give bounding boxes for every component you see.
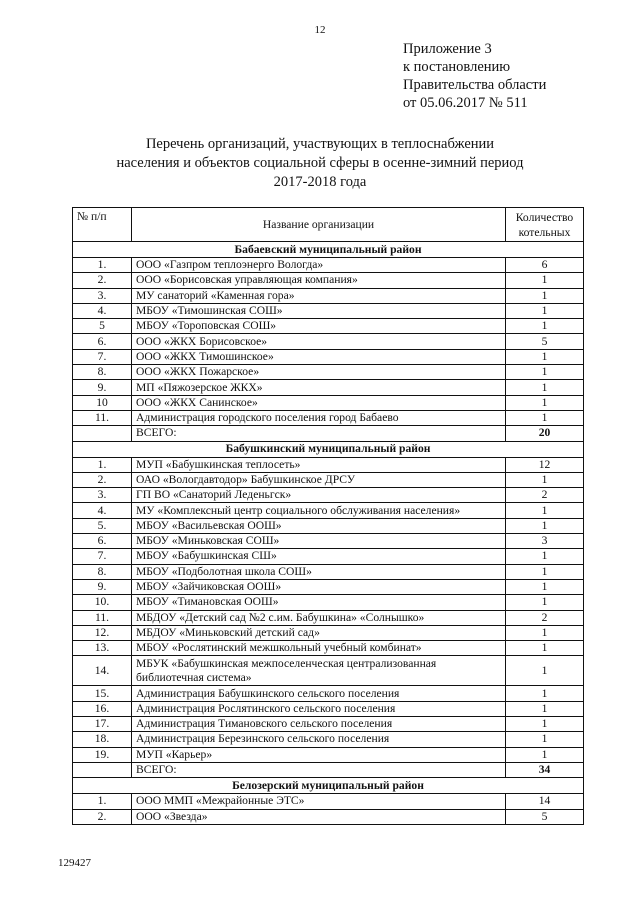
appendix-line: от 05.06.2017 № 511 <box>403 95 528 111</box>
title-line: 2017-2018 года <box>273 174 367 190</box>
boiler-count: 1 <box>506 625 584 640</box>
boiler-count: 1 <box>506 472 584 487</box>
organization-name: Администрация городского поселения город Бабаево <box>132 410 506 425</box>
table-row <box>73 809 584 824</box>
organization-name: ООО «ЖКХ Борисовское» <box>132 334 506 349</box>
organization-name: МУ «Комплексный центр социального обслуживания населения» <box>132 503 506 518</box>
row-number: 19. <box>73 747 132 762</box>
table-row <box>73 534 584 549</box>
total-value: 34 <box>506 762 584 777</box>
boiler-count: 1 <box>506 365 584 380</box>
row-number: 14. <box>73 656 132 686</box>
table-row <box>73 472 584 487</box>
row-number: 15. <box>73 686 132 701</box>
total-value: 20 <box>506 426 584 441</box>
boiler-count: 1 <box>506 349 584 364</box>
boiler-count: 1 <box>506 549 584 564</box>
organization-name: МП «Пяжозерское ЖКХ» <box>132 380 506 395</box>
boiler-count: 1 <box>506 288 584 303</box>
organization-name: МБОУ «Миньковская СОШ» <box>132 534 506 549</box>
row-number: 1. <box>73 794 132 809</box>
header-name: Название организации <box>132 208 506 242</box>
row-number: 8. <box>73 365 132 380</box>
boiler-count: 1 <box>506 410 584 425</box>
organization-name: ООО ММП «Межрайонные ЭТС» <box>132 794 506 809</box>
region-name: Белозерский муниципальный район <box>73 778 584 794</box>
table-row <box>73 349 584 364</box>
row-number: 7. <box>73 549 132 564</box>
boiler-count: 2 <box>506 488 584 503</box>
table-row <box>73 380 584 395</box>
boiler-count: 1 <box>506 641 584 656</box>
table-row <box>73 365 584 380</box>
table-row <box>73 686 584 701</box>
table-row <box>73 395 584 410</box>
boiler-count: 12 <box>506 457 584 472</box>
row-number: 12. <box>73 625 132 640</box>
table-row <box>73 732 584 747</box>
boiler-count: 1 <box>506 273 584 288</box>
boiler-count: 1 <box>506 564 584 579</box>
row-number: 2. <box>73 273 132 288</box>
table-row <box>73 595 584 610</box>
organization-name: ООО «ЖКХ Санинское» <box>132 395 506 410</box>
organization-name: МБОУ «Бабушкинская СШ» <box>132 549 506 564</box>
document-title <box>0 135 640 192</box>
table-row <box>73 319 584 334</box>
row-number: 6. <box>73 334 132 349</box>
table-row <box>73 794 584 809</box>
header-num: № п/п <box>73 208 132 242</box>
table-header-row <box>73 208 584 242</box>
organization-name: ООО «Звезда» <box>132 809 506 824</box>
organization-name: МУ санаторий «Каменная гора» <box>132 288 506 303</box>
header-count: Количество котельных <box>506 208 584 242</box>
total-empty-cell <box>73 426 132 441</box>
title-line: населения и объектов социальной сферы в осенне-зимний период <box>116 155 524 171</box>
boiler-count: 1 <box>506 303 584 318</box>
region-header-row <box>73 778 584 794</box>
footer-code: 129427 <box>58 857 91 869</box>
organization-name: МБОУ «Тимановская ООШ» <box>132 595 506 610</box>
boiler-count: 5 <box>506 809 584 824</box>
organization-name: ООО «ЖКХ Пожарское» <box>132 365 506 380</box>
row-number: 7. <box>73 349 132 364</box>
organization-name: Администрация Рослятинского сельского поселения <box>132 701 506 716</box>
table-row <box>73 518 584 533</box>
organization-name: МУП «Бабушкинская теплосеть» <box>132 457 506 472</box>
table-row <box>73 701 584 716</box>
total-label: ВСЕГО: <box>132 762 506 777</box>
appendix-block <box>403 40 546 112</box>
table-row <box>73 625 584 640</box>
table-row <box>73 717 584 732</box>
organization-name: ООО «Борисовская управляющая компания» <box>132 273 506 288</box>
organization-name: ООО «ЖКХ Тимошинское» <box>132 349 506 364</box>
organization-name: МУП «Карьер» <box>132 747 506 762</box>
row-number: 3. <box>73 488 132 503</box>
page-number: 12 <box>314 24 326 36</box>
table-row <box>73 549 584 564</box>
row-number: 4. <box>73 303 132 318</box>
row-number: 10. <box>73 595 132 610</box>
table-row <box>73 303 584 318</box>
organizations-table <box>72 207 584 825</box>
organization-name: ГП ВО «Санаторий Леденьгск» <box>132 488 506 503</box>
organization-name: ООО «Газпром теплоэнерго Вологда» <box>132 258 506 273</box>
table-row <box>73 579 584 594</box>
organization-name: Администрация Березинского сельского поселения <box>132 732 506 747</box>
table-row <box>73 457 584 472</box>
total-row <box>73 426 584 441</box>
region-name: Бабушкинский муниципальный район <box>73 441 584 457</box>
region-header-row <box>73 242 584 258</box>
row-number: 4. <box>73 503 132 518</box>
boiler-count: 2 <box>506 610 584 625</box>
boiler-count: 1 <box>506 595 584 610</box>
row-number: 2. <box>73 472 132 487</box>
row-number: 9. <box>73 380 132 395</box>
table-row <box>73 610 584 625</box>
table-row <box>73 656 584 686</box>
organization-name: МБОУ «Подболотная школа СОШ» <box>132 564 506 579</box>
organization-name: Администрация Тимановского сельского поселения <box>132 717 506 732</box>
row-number: 2. <box>73 809 132 824</box>
table-row <box>73 564 584 579</box>
table-row <box>73 334 584 349</box>
region-header-row <box>73 441 584 457</box>
boiler-count: 5 <box>506 334 584 349</box>
boiler-count: 1 <box>506 686 584 701</box>
row-number: 5. <box>73 518 132 533</box>
total-row <box>73 762 584 777</box>
row-number: 1. <box>73 457 132 472</box>
row-number: 16. <box>73 701 132 716</box>
row-number: 18. <box>73 732 132 747</box>
boiler-count: 1 <box>506 380 584 395</box>
organization-name: МБДОУ «Миньковский детский сад» <box>132 625 506 640</box>
organization-name: МБОУ «Рослятинский межшкольный учебный комбинат» <box>132 641 506 656</box>
region-name: Бабаевский муниципальный район <box>73 242 584 258</box>
boiler-count: 1 <box>506 503 584 518</box>
appendix-line: к постановлению <box>403 59 511 75</box>
organization-name: Администрация Бабушкинского сельского поселения <box>132 686 506 701</box>
total-empty-cell <box>73 762 132 777</box>
organization-name: МБОУ «Зайчиковская ООШ» <box>132 579 506 594</box>
table-row <box>73 503 584 518</box>
row-number: 9. <box>73 579 132 594</box>
boiler-count: 6 <box>506 258 584 273</box>
table-row <box>73 488 584 503</box>
boiler-count: 1 <box>506 717 584 732</box>
organization-name: МБОУ «Тимошинская СОШ» <box>132 303 506 318</box>
boiler-count: 14 <box>506 794 584 809</box>
row-number: 13. <box>73 641 132 656</box>
row-number: 8. <box>73 564 132 579</box>
boiler-count: 1 <box>506 701 584 716</box>
table-row <box>73 747 584 762</box>
row-number: 1. <box>73 258 132 273</box>
table-body <box>73 242 584 825</box>
organization-name: ОАО «Вологдавтодор» Бабушкинское ДРСУ <box>132 472 506 487</box>
boiler-count: 1 <box>506 395 584 410</box>
organization-name: МБОУ «Васильевская ООШ» <box>132 518 506 533</box>
table-row <box>73 258 584 273</box>
table-row <box>73 641 584 656</box>
row-number: 11. <box>73 410 132 425</box>
boiler-count: 1 <box>506 656 584 686</box>
boiler-count: 1 <box>506 518 584 533</box>
row-number: 5 <box>73 319 132 334</box>
table-row <box>73 410 584 425</box>
boiler-count: 1 <box>506 732 584 747</box>
organization-name: МБДОУ «Детский сад №2 с.им. Бабушкина» «Солнышко» <box>132 610 506 625</box>
table-row <box>73 273 584 288</box>
row-number: 3. <box>73 288 132 303</box>
boiler-count: 1 <box>506 579 584 594</box>
organization-name: МБУК «Бабушкинская межпоселенческая централизованная библиотечная система» <box>132 656 506 686</box>
boiler-count: 3 <box>506 534 584 549</box>
total-label: ВСЕГО: <box>132 426 506 441</box>
organization-name: МБОУ «Тороповская СОШ» <box>132 319 506 334</box>
title-line: Перечень организаций, участвующих в теплоснабжении <box>145 136 495 152</box>
boiler-count: 1 <box>506 747 584 762</box>
row-number: 6. <box>73 534 132 549</box>
row-number: 10 <box>73 395 132 410</box>
appendix-line: Приложение 3 <box>403 41 492 57</box>
row-number: 11. <box>73 610 132 625</box>
row-number: 17. <box>73 717 132 732</box>
appendix-line: Правительства области <box>403 77 547 93</box>
table-row <box>73 288 584 303</box>
boiler-count: 1 <box>506 319 584 334</box>
